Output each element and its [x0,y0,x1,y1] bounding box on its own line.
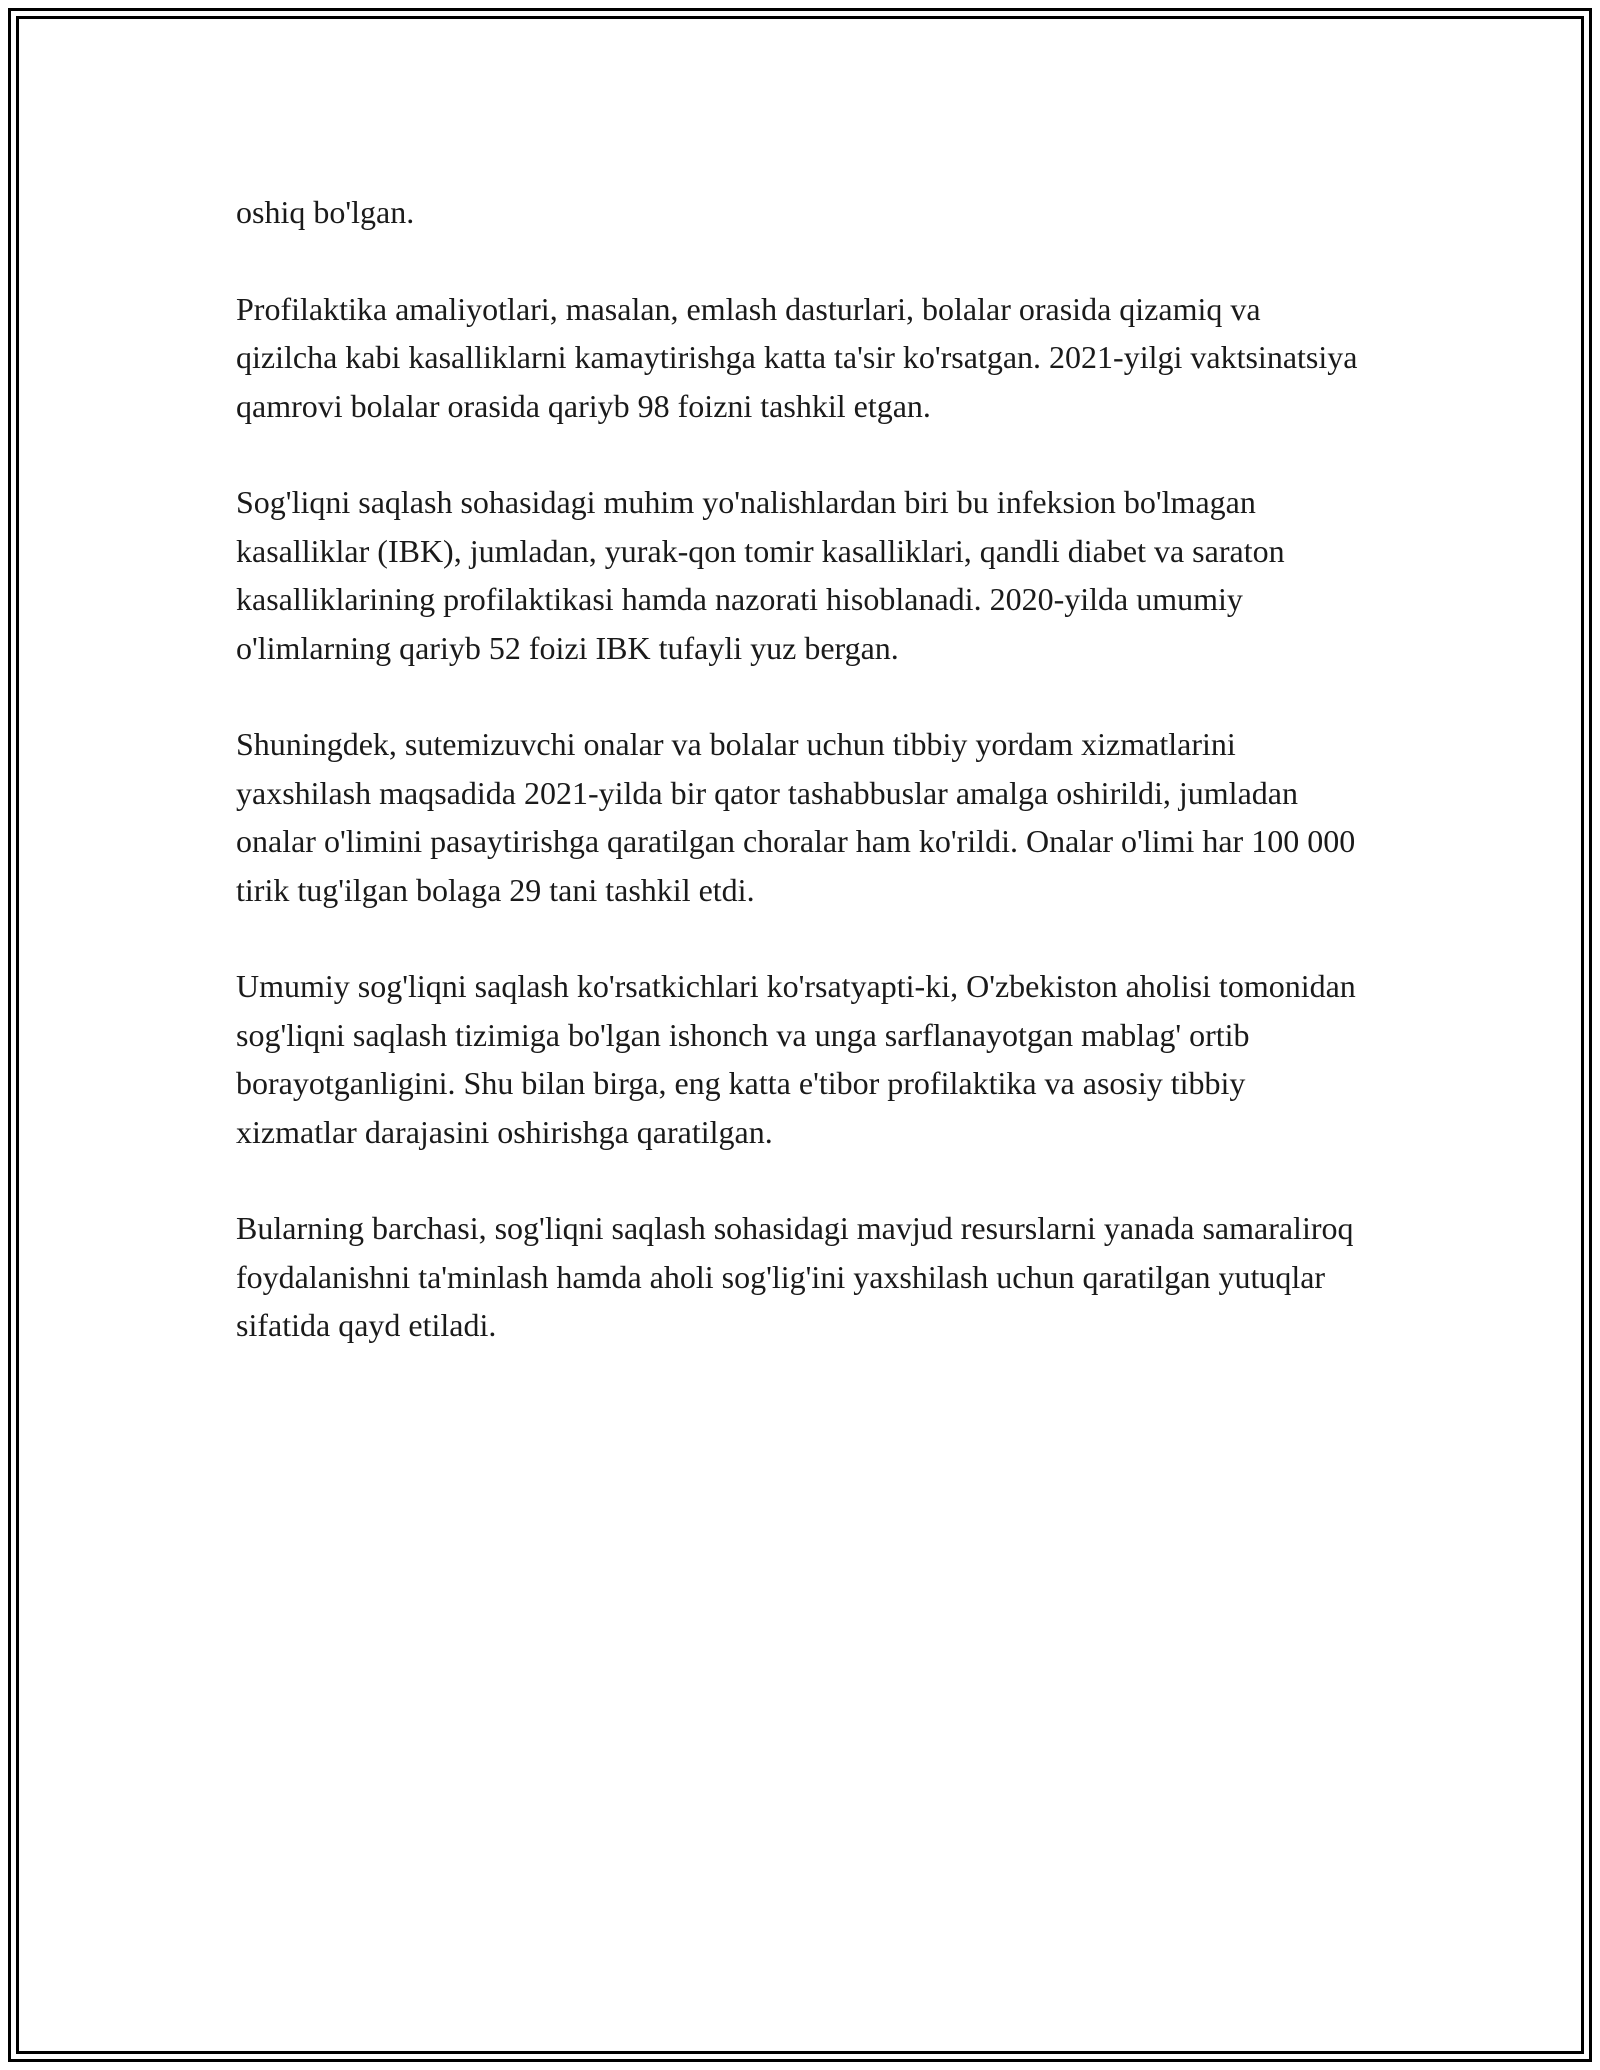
paragraph: Umumiy sog'liqni saqlash ko'rsatkichlari ko'rsatyapti-ki, O'zbekiston aholisi tomonidan sog'liqni saqlash tizimiga bo'lgan ishonch va unga sarflanayotgan mablag' ortib borayotganligini. Shu bilan birga, eng katta e'tibor profilaktika va asosiy tibbiy xizmatlar darajasini oshirishga qaratilgan. [236,968,1356,1150]
paragraph: oshiq bo'lgan. [236,194,415,230]
paragraph: Bularning barchasi, sog'liqni saqlash sohasidagi mavjud resurslarni yanada samaraliroq foydalanishni ta'minlash hamda aholi sog'lig'ini yaxshilash uchun qaratilgan yutuqlar sifatida qayd etiladi. [236,1210,1354,1344]
paragraph: Sog'liqni saqlash sohasidagi muhim yo'nalishlardan biri bu infeksion bo'lmagan kasalliklar (IBK), jumladan, yurak-qon tomir kasalliklari, qandli diabet va saraton kasalliklarining profilaktikasi hamda nazorati hisoblanadi. 2020-yilda umumiy o'limlarning qariyb 52 foizi IBK tufayli yuz bergan. [236,484,1285,666]
paragraph: Profilaktika amaliyotlari, masalan, emlash dasturlari, bolalar orasida qizamiq va qizilcha kabi kasalliklarni kamaytirishga katta ta'sir ko'rsatgan. 2021-yilgi vaktsinatsiya qamrovi bolalar orasida qariyb 98 foizni tashkil etgan. [236,290,1358,424]
document-body [236,188,1366,1398]
paragraph: Shuningdek, sutemizuvchi onalar va bolalar uchun tibbiy yordam xizmatlarini yaxshilash maqsadida 2021-yilda bir qator tashabbuslar amalga oshirildi, jumladan onalar o'limini pasaytirishga qaratilgan choralar ham ko'rildi. Onalar o'limi har 100 000 tirik tug'ilgan bolaga 29 tani tashkil etdi. [236,726,1356,908]
